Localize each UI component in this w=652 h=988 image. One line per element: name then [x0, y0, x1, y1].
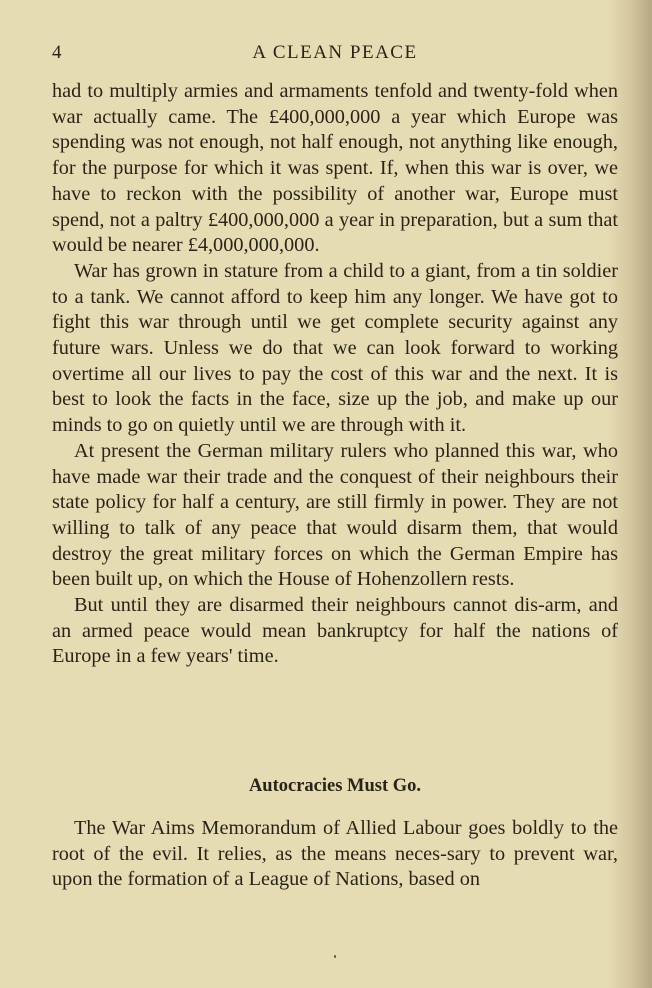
paragraph: had to multiply armies and armaments tenfold and twenty-fold when war actually came. The £400,000,000 a year which Europe was spending was not enough, not half enough, not anything like enough, for the purpose for which it was spent. If, when this war is over, we have to reckon with the possibility of another war, Europe must spend, not a paltry £400,000,000 a year in preparation, but a sum that would be nearer £4,000,000,000. [52, 80, 618, 257]
paragraph: War has grown in stature from a child to a giant, from a tin soldier to a tank. We cannot afford to keep him any longer. We have got to fight this war through until we get complete security against any future wars. Unless we do that we can look forward to working overtime all our lives to pay the cost of this war and the next. It is best to look the facts in the face, size up the job, and make up our minds to go on quietly until we are through with it. [52, 259, 618, 437]
running-head [52, 42, 618, 68]
paragraph: At present the German military rulers who planned this war, who have made war their trade and the conquest of their neighbours their state policy for half a century, are still firmly in power. They are not willing to talk of any peace that would disarm them, that would destroy the great military forces on which the German Empire has been built up, on which the House of Hohenzollern rests. [52, 439, 618, 591]
section-body [52, 816, 618, 893]
section-heading: Autocracies Must Go. [248, 776, 422, 796]
paragraph: But until they are disarmed their neighbours cannot dis-arm, and an armed peace would mean bankruptcy for half the nations of Europe in a few years' time. [52, 594, 618, 668]
page-number: 4 [52, 42, 62, 63]
body-text [52, 79, 618, 670]
running-title: A CLEAN PEACE [252, 42, 418, 63]
paragraph: The War Aims Memorandum of Allied Labour goes boldly to the root of the evil. It relies, as the means neces-sary to prevent war, upon the formation of a League of Nations, based on [52, 817, 618, 891]
print-speck [334, 955, 336, 958]
